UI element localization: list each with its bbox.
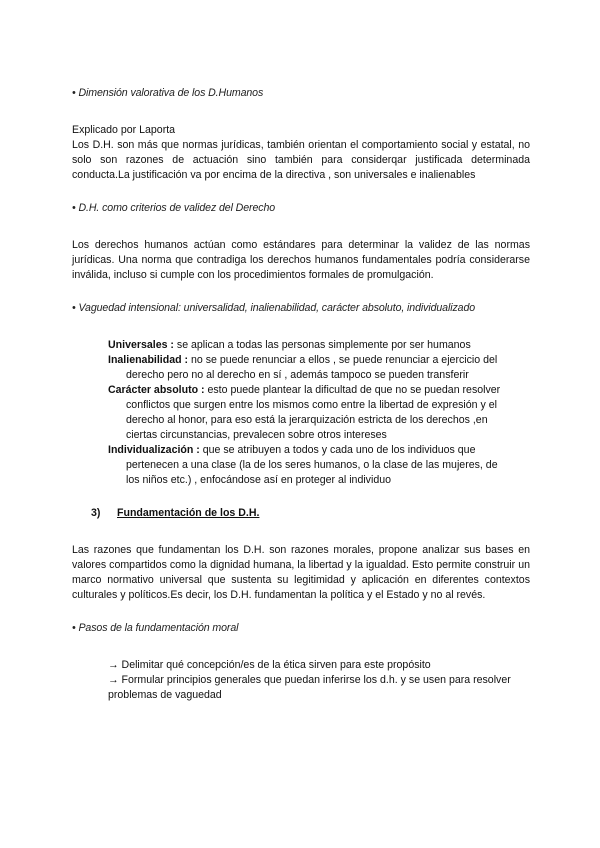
bullet-steps: • Pasos de la fundamentación moral [72, 622, 239, 634]
paragraph-dimension: Los D.H. son más que normas jurídicas, también orientan el comportamiento social y estatal, no solo son razones de actuación sino también para considerqar justificada determinada conducta.La justificación va por encima de la directiva , son universales e inalienables [72, 139, 530, 181]
property-term: Inalienabilidad : [108, 354, 189, 366]
bullet-vagueness: • Vaguedad intensional: universalidad, inalienabilidad, carácter absoluto, individualizado [72, 302, 476, 314]
property-term: Individualización : [108, 444, 200, 456]
property-continuation: pertenecen a una clase (la de los seres humanos, o la clase de las mujeres, de los niños etc.) , enfocándose así en proteger al individuo [126, 459, 498, 486]
bullet-validity-criteria: • D.H. como criterios de validez del Derecho [72, 202, 276, 214]
bullet-dimension: • Dimensión valorativa de los D.Humanos [72, 87, 264, 99]
heading-title: Fundamentación de los D.H. [117, 507, 260, 519]
explained-by: Explicado por Laporta [72, 124, 176, 136]
property-continuation: derecho pero no al derecho en sí , además tampoco se pueden transferir [126, 369, 469, 381]
properties-list [108, 338, 512, 488]
property-text: que se atribuyen a todos y cada uno de los individuos que [199, 444, 476, 456]
document-page [72, 86, 530, 703]
section-heading [72, 506, 530, 521]
property-text: se aplican a todas las personas simplemente por ser humanos [173, 339, 471, 351]
property-continuation: conflictos que surgen entre los mismos como entre la libertad de expresión y el derecho al honor, para eso está la jerarquización estricta de los derechos ,en ciertas circunstancias, prevalecen sobre otros intereses [126, 399, 497, 441]
property-text: esto puede plantear la dificultad de que no se puedan resolver [204, 384, 501, 396]
property-absolute [108, 383, 512, 398]
steps-list [108, 658, 530, 703]
paragraph-validity-criteria: Los derechos humanos actúan como estándares para determinar la validez de las normas jurídicas. Una norma que contradiga los derechos humanos fundamentales podría considerarse inválida, incluso si cumple con los procedimientos formales de promulgación. [72, 239, 530, 281]
property-term: Carácter absoluto : [108, 384, 205, 396]
property-individualization [108, 443, 512, 458]
step-item: → Delimitar qué concepción/es de la ética sirven para este propósito [108, 659, 431, 671]
property-text: no se puede renunciar a ellos , se puede renunciar a ejercicio del [188, 354, 498, 366]
property-term: Universales : [108, 339, 174, 351]
step-item: → Formular principios generales que puedan inferirse los d.h. y se usen para resolver problemas de vaguedad [108, 674, 511, 701]
property-universal [108, 338, 512, 353]
property-inalienability [108, 353, 512, 368]
heading-number: 3) [91, 507, 101, 519]
paragraph-foundation: Las razones que fundamentan los D.H. son razones morales, propone analizar sus bases en valores compartidos como la dignidad humana, la libertad y la igualdad. Esto permite construir un marco normativo universal que sustenta su legitimidad y aplicación en diferentes contextos culturales y políticos.Es decir, los D.H. fundamentan la política y el Estado y no al revés. [72, 544, 530, 601]
